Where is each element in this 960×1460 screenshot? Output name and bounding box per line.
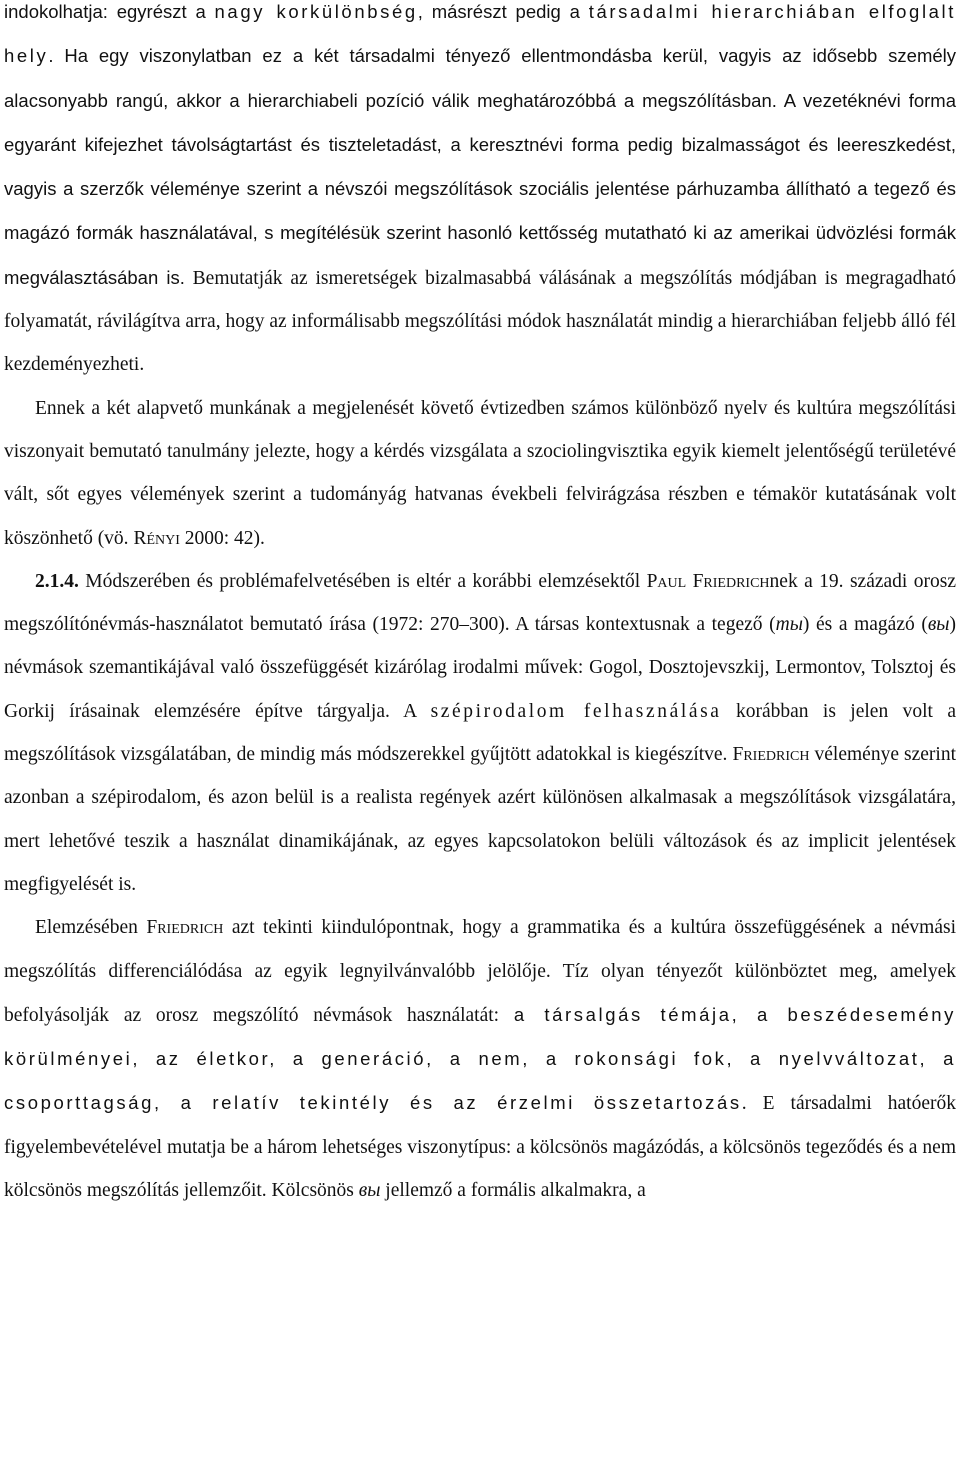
p1-s2: Ha egy viszonylatban ez a két társadalmi tényező ellentmondásba kerül, vagyis az idősebb személy alacsonyabb rangú, akkor a hierarchiabeli pozíció válik meghatározóbbá a megszólításban. A vezetéknévi forma egyaránt kifejezhet távolságtartást és tiszteletadást, a keresztnévi forma pedig bizalmasságot és leereszkedést, vagyis a szerzők véleménye szerint a névszói megszólítások szociális jelentése párhuzamba állítható a tegező és magázó formák használatával, s megítélésük szerint hasonló kettősség mutatható ki az amerikai üdvözlési formák megválasztásában is. — [4, 45, 956, 288]
p3-spaced: szépirodalom felhasználása — [430, 700, 722, 722]
p4-t3: . E társadalmi hatóerők figyelembevételével mutatja be a három lehetséges viszonytípus: a kölcsönös magázódás, a kölcsönös tegeződés és a nem kölcsönös megszólítás jellemzőit. Kölcsönös — [4, 1093, 956, 1202]
p4-t1: Elemzésében — [35, 917, 147, 939]
p3-author1: Paul Friedrich — [646, 570, 770, 592]
p4-spaced: a társalgás témája, a beszédesemény körülményei, az életkor, a generáció, a nem, a rokonsági fok, a nyelvváltozat, a csoporttagság, a relatív tekintély és az érzelmi összetartozás — [4, 1003, 956, 1114]
p1-s1-mid: , másrészt pedig a — [417, 1, 589, 22]
p4-t4: jellemző a formális alkalmakra, a — [380, 1180, 646, 1202]
p3-t1: Módszerében és problémafelvetésében is eltér a korábbi elemzésektől — [78, 570, 647, 592]
p3-ty: ты — [775, 614, 803, 636]
p1-s1-spaced-b: társadalmi hierarchiában elfoglalt hely — [4, 1, 956, 67]
document-page — [4, 0, 956, 1212]
p4-vy: вы — [358, 1180, 381, 1202]
p3-t5: korábban is jelen volt a megszólítások vizsgálatában, de mindig más módszerekkel gyűjtött adatokkal is kiegészítve. — [4, 700, 956, 766]
p1-s1-spaced-a: nagy korkülönbség — [214, 1, 418, 22]
p1-s1-plain: indokolhatja: egyrészt a — [4, 1, 215, 22]
p4-author: Friedrich — [146, 917, 224, 939]
p3-t3: ) és a magázó ( — [802, 614, 928, 636]
p3-author2: Friedrich — [732, 744, 810, 766]
p3-t6: véleménye szerint azonban a szépirodalom, és azon belül is a realista regények azért különösen alkalmasak a megszólítások vizsgálatára, mert lehetővé teszik a használat dinamikájának, az egyes kapcsolatokon belüli változások és az implicit jelentések megfigyelését is. — [4, 744, 957, 895]
p2-text: Ennek a két alapvető munkának a megjelenését követő évtizedben számos különböző nyelv és kultúra megszólítási viszonyait bemutató tanulmány jelezte, hogy a kérdés vizsgálata a szociolingvisztika egyik kiemelt jelentőségű területévé vált, sőt egyes vélemények szerint a tudományág hatvanas évekbeli felvirágzása részben e témakör kutatásának volt köszönhető (vö. — [4, 397, 956, 549]
p4-t2: azt tekinti kiindulópontnak, hogy a grammatika és a kultúra összefüggésének a névmási megszólítás differenciálódása az egyik legnyilvánvalóbb jelölője. Tíz olyan tényezőt különböztet meg, amelyek befolyásolják az orosz megszólító névmások használatát: — [4, 917, 956, 1026]
p3-t4: ) névmások szemantikájával való összefüggését kizárólag irodalmi művek: Gogol, Dosztojevszkij, Lermontov, Tolsztoj és Gorkij írásainak elemzésére építve tárgyalja. A — [4, 614, 956, 722]
paragraph-1 — [4, 0, 956, 387]
p1-s3: Bemutatják az ismeretségek bizalmasabbá válásának a megszólítás módjában is megragadható folyamatát, rávilágítva arra, hogy az informálisabb megszólítási módok használatát mindig a hierarchiában feljebb álló fél kezdeményezheti. — [4, 267, 956, 376]
paragraph-4 — [4, 906, 956, 1212]
paragraph-2 — [4, 387, 956, 560]
p2-cite: 2000: 42). — [179, 527, 265, 549]
p3-vy: вы — [927, 614, 950, 636]
p1-s1-end: . — [48, 45, 65, 67]
p3-t2: nek a 19. századi orosz megszólítónévmás-használatot bemutató írása (1972: 270–300). A társas kontextusnak a tegező ( — [4, 570, 956, 636]
paragraph-3 — [4, 560, 956, 906]
section-number: 2.1.4. — [35, 570, 79, 592]
p2-author: Rényi — [133, 527, 180, 549]
